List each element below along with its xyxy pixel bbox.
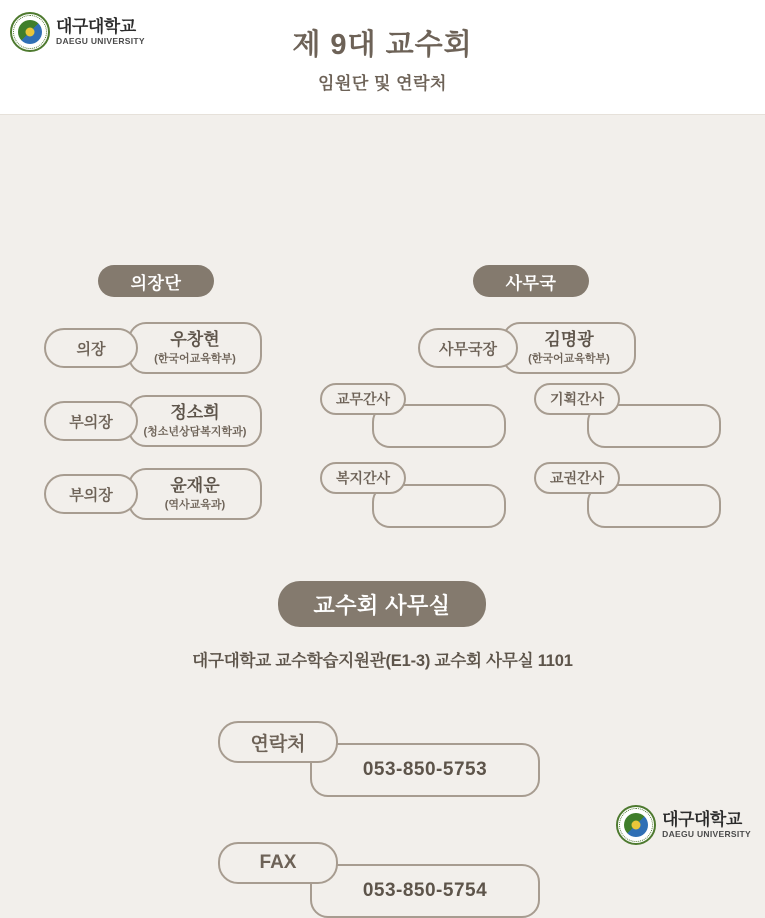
contact-value-0 [310,743,540,797]
section-heading-chairs: 의장단 [98,265,214,297]
footer-university-logo [616,805,751,845]
chair-dept-2: (역사교육과) [164,498,226,511]
contact-number-1: 053-850-5754 [362,880,488,901]
footer-logo-name-ko: 대구대학교 [662,809,742,829]
logo-name-en: DAEGU UNIVERSITY [56,35,145,46]
chair-name-1: 정소희 [170,403,220,423]
section-heading-office: 사무국 [473,265,589,297]
contact-value-1 [310,864,540,918]
footer-logo-name-en: DAEGU UNIVERSITY [662,828,751,839]
chair-dept-1: (청소년상담복지학과) [143,425,247,438]
chair-dept-0: (한국어교육학부) [154,352,236,365]
office-role-0: 사무국장 [418,328,518,368]
chair-role-0: 의장 [44,328,138,368]
office-role-2: 기획간사 [534,383,620,415]
office-value-0 [502,322,636,374]
chair-value-2 [128,468,262,520]
page-header [0,0,765,115]
office-dept-0: (한국어교육학부) [528,352,610,365]
page-footer [0,799,765,859]
page-subtitle: 임원단 및 연락처 [318,74,447,93]
contact-label-1: FAX [218,842,338,884]
office-role-4: 교권간사 [534,462,620,494]
chair-value-1 [128,395,262,447]
chair-role-2: 부의장 [44,474,138,514]
footer-university-emblem-icon [616,805,656,845]
title-block [0,22,765,94]
page-title: 제 9대 교수회 [292,29,473,61]
office-role-1: 교무간사 [320,383,406,415]
contact-label-0: 연락처 [218,721,338,763]
content-canvas [0,115,765,901]
contact-number-0: 053-850-5753 [362,759,488,780]
logo-name-ko: 대구대학교 [56,16,136,36]
office-address: 대구대학교 교수학습지원관(E1-3) 교수회 사무실 1101 [192,652,573,670]
office-role-3: 복지간사 [320,462,406,494]
section-heading-office-room: 교수회 사무실 [278,581,486,627]
office-name-0: 김명광 [544,330,594,350]
chair-value-0 [128,322,262,374]
chair-name-0: 우창현 [170,330,220,350]
chair-role-1: 부의장 [44,401,138,441]
chair-name-2: 윤재운 [170,476,220,496]
